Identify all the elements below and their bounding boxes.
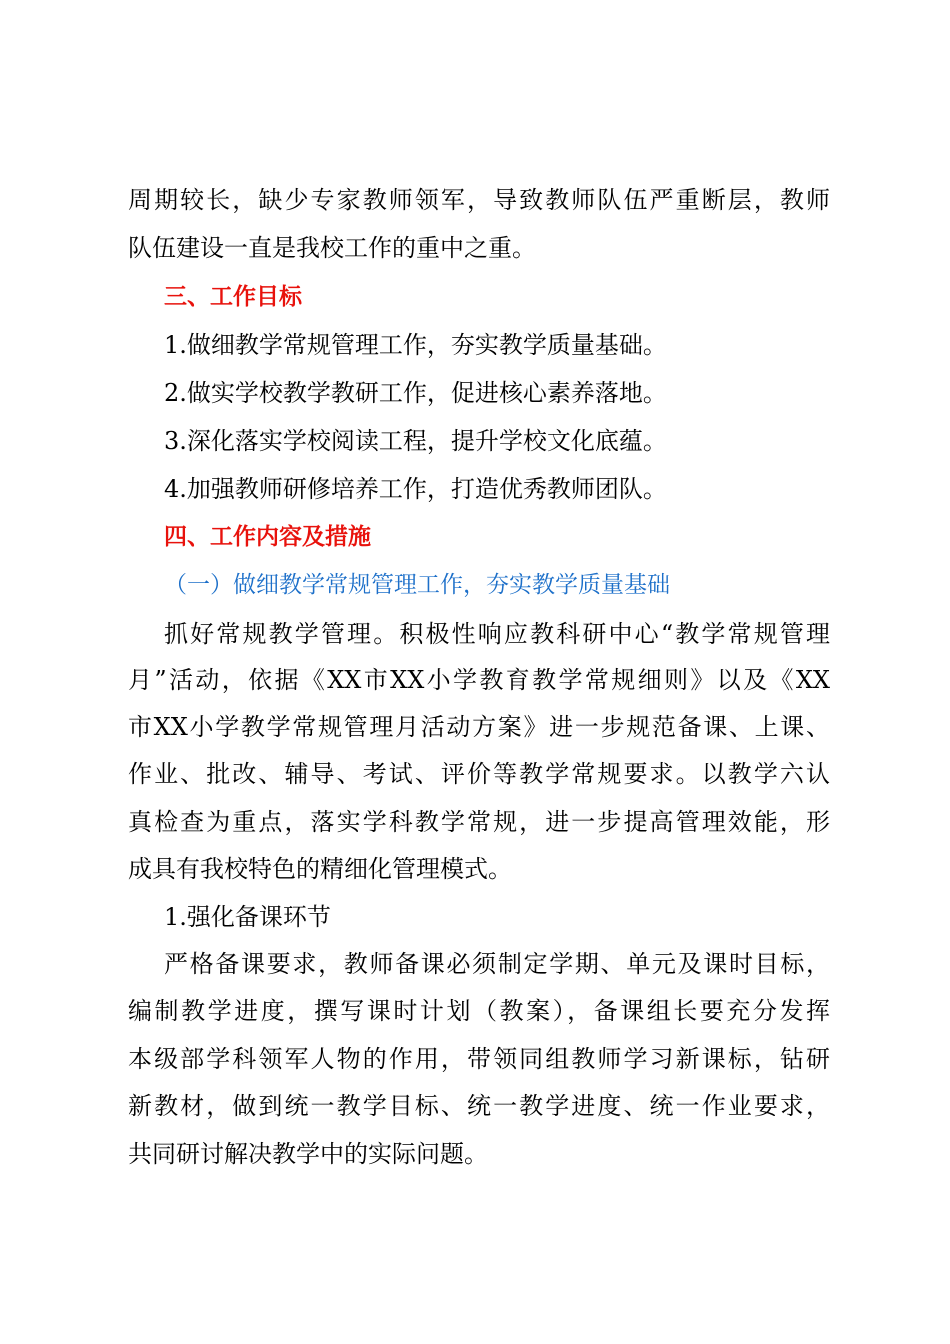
subsection-paragraph-line-2: 月”活动，依据《XX市XX小学教育教学常规细则》以及《XX [128, 666, 830, 694]
point-1-paragraph-line-5: 共同研讨解决教学中的实际问题。 [128, 1140, 488, 1168]
point-1-paragraph-line-3: 本级部学科领军人物的作用，带领同组教师学习新课标，钻研 [128, 1045, 830, 1073]
section-4-heading: 四、工作内容及措施 [164, 524, 371, 550]
section-3-heading: 三、工作目标 [164, 284, 302, 310]
subsection-paragraph-line-4: 作业、批改、辅导、考试、评价等教学常规要求。以教学六认 [128, 760, 830, 788]
subsection-1-heading: （一）做细教学常规管理工作，夯实教学质量基础 [164, 572, 670, 598]
point-1-paragraph-line-1: 严格备课要求，教师备课必须制定学期、单元及课时目标， [164, 950, 830, 978]
goal-item-1: 1.做细教学常规管理工作，夯实教学质量基础。 [164, 331, 667, 359]
continued-paragraph-line-2: 队伍建设一直是我校工作的重中之重。 [128, 234, 536, 262]
goal-item-3: 3.深化落实学校阅读工程，提升学校文化底蕴。 [164, 427, 667, 455]
subsection-paragraph-line-6: 成具有我校特色的精细化管理模式。 [128, 855, 512, 883]
continued-paragraph-line-1: 周期较长，缺少专家教师领军，导致教师队伍严重断层，教师 [128, 186, 830, 214]
subsection-paragraph-line-1: 抓好常规教学管理。积极性响应教科研中心“教学常规管理 [164, 620, 830, 648]
subsection-paragraph-line-5: 真检查为重点，落实学科教学常规，进一步提高管理效能，形 [128, 808, 830, 836]
goal-item-4: 4.加强教师研修培养工作，打造优秀教师团队。 [164, 475, 667, 503]
point-1-paragraph-line-2: 编制教学进度，撰写课时计划（教案），备课组长要充分发挥 [128, 997, 830, 1025]
point-1-paragraph-line-4: 新教材，做到统一教学目标、统一教学进度、统一作业要求， [128, 1092, 830, 1120]
point-1-heading: 1.强化备课环节 [164, 903, 331, 931]
subsection-paragraph-line-3: 市XX小学教学常规管理月活动方案》进一步规范备课、上课、 [128, 713, 830, 741]
goal-item-2: 2.做实学校教学教研工作，促进核心素养落地。 [164, 379, 667, 407]
